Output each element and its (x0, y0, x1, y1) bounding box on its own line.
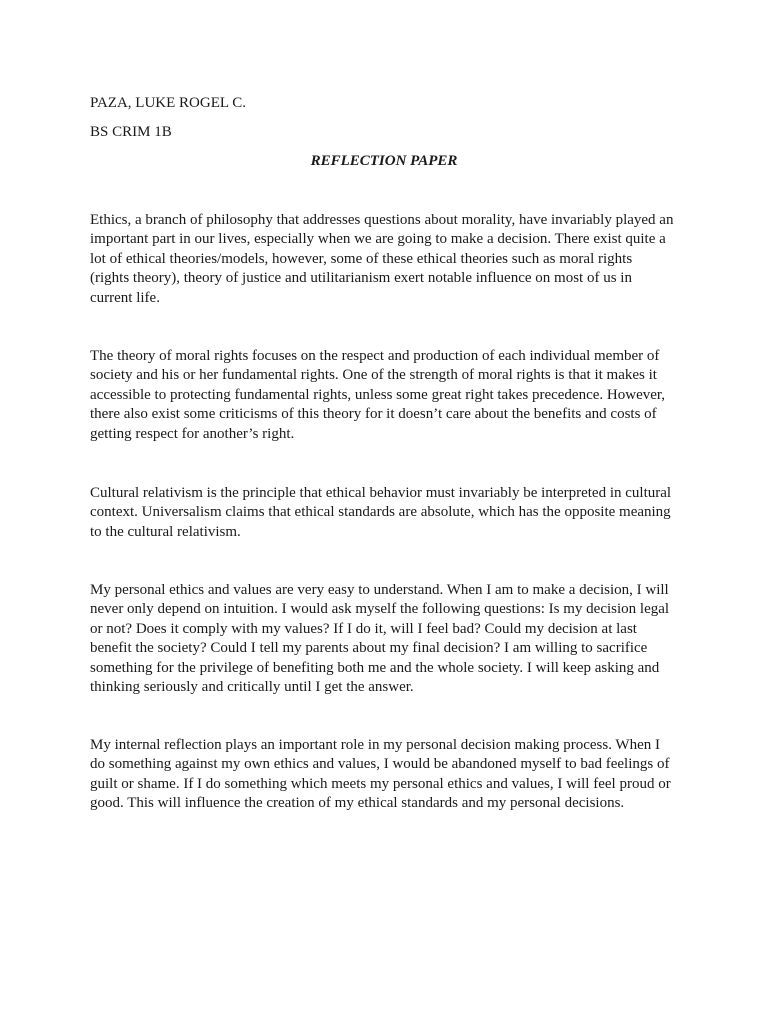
paragraph-ethics-intro (90, 211, 690, 308)
paragraph-line: lot of ethical theories/models, however, some of these ethical theories such as moral rights (90, 250, 633, 267)
paragraph-line: (rights theory), theory of justice and utilitarianism exert notable influence on most of us in (90, 270, 632, 287)
paragraph-line: getting respect for another’s right. (90, 425, 295, 442)
paragraph-line: My personal ethics and values are very easy to understand. When I am to make a decision, I will (90, 582, 669, 598)
course-section: BS CRIM 1B (90, 124, 172, 140)
paragraph-line: accessible to protecting fundamental rights, unless some great right takes precedence. However, (90, 386, 666, 403)
paragraph-line: Cultural relativism is the principle that ethical behavior must invariably be interpreted in cultural (90, 485, 672, 501)
paragraph-line: there also exist some criticisms of this theory for it doesn’t care about the benefits and costs of (90, 406, 657, 423)
paragraph-line: do something against my own ethics and values, I would be abandoned myself to bad feelings of (90, 756, 670, 773)
author-name: PAZA, LUKE ROGEL C. (90, 95, 246, 111)
paragraph-line: good. This will influence the creation of my ethical standards and my personal decisions. (90, 795, 625, 812)
paragraph-line: something for the privilege of benefiting both me and the whole society. I will keep asking and (90, 659, 660, 676)
paragraph-line: My internal reflection plays an important role in my personal decision making process. When I (90, 737, 660, 753)
paragraph-line: context. Universalism claims that ethical standards are absolute, which has the opposite meaning (90, 504, 671, 521)
paragraph-line: current life. (90, 289, 160, 306)
paragraph-internal-reflection (90, 736, 690, 814)
paragraph-line: important part in our lives, especially when we are going to make a decision. There exist quite a (90, 231, 666, 248)
paragraph-line: guilt or shame. If I do something which meets my personal ethics and values, I will feel proud or (90, 775, 671, 792)
paragraph-cultural-relativism (90, 484, 690, 542)
paragraph-line: The theory of moral rights focuses on the respect and production of each individual member of (90, 348, 660, 364)
paragraph-moral-rights (90, 347, 690, 444)
paragraph-line: benefit the society? Could I tell my parents about my final decision? I am willing to sacrifice (90, 640, 648, 657)
paragraph-line: thinking seriously and critically until I get the answer. (90, 679, 414, 696)
paragraph-line: Ethics, a branch of philosophy that addresses questions about morality, have invariably played an (90, 212, 674, 228)
paragraph-personal-ethics (90, 581, 690, 697)
paragraph-line: to the cultural relativism. (90, 523, 241, 540)
paragraph-line: society and his or her fundamental rights. One of the strength of moral rights is that it makes it (90, 367, 657, 384)
paragraph-line: never only depend on intuition. I would ask myself the following questions: Is my decision legal (90, 601, 670, 618)
paragraph-line: or not? Does it comply with my values? If I do it, will I feel bad? Could my decision at last (90, 620, 637, 637)
page-title: REFLECTION PAPER (310, 153, 458, 169)
